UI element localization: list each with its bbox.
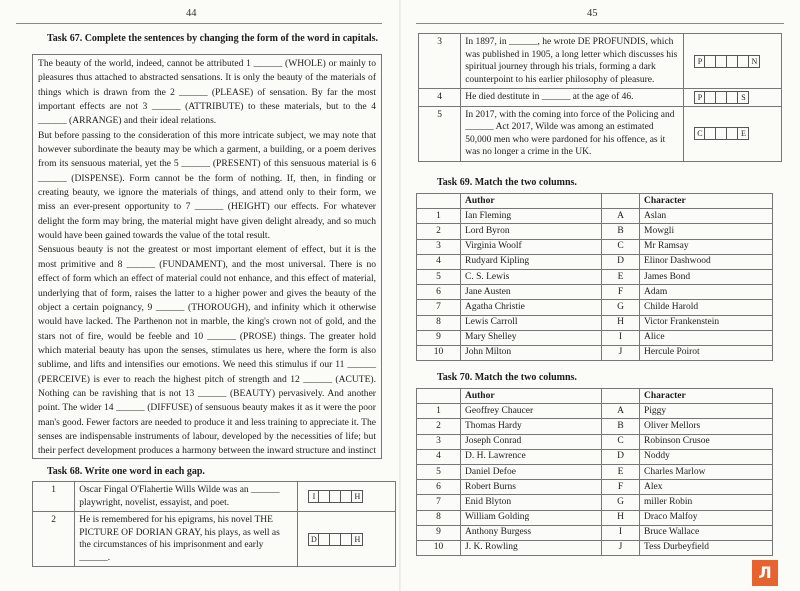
letter-cell[interactable]: I [308, 490, 319, 503]
letter-cells[interactable] [308, 490, 395, 503]
table-row [417, 224, 773, 239]
author-cell: Agatha Christie [461, 300, 602, 315]
letter-cell[interactable]: P [694, 91, 705, 104]
author-header: Author [461, 389, 602, 404]
table-row [419, 89, 782, 107]
row-number: 10 [417, 540, 461, 555]
letter-cell[interactable]: N [749, 55, 760, 68]
table-row [419, 106, 782, 161]
character-cell: Piggy [640, 404, 773, 419]
character-cell: Charles Marlow [640, 464, 773, 479]
table-row [417, 480, 773, 495]
letter-cell[interactable] [716, 55, 727, 68]
author-cell: Thomas Hardy [461, 419, 602, 434]
character-cell: Hercule Poirot [640, 345, 773, 360]
letter-cell: C [602, 239, 640, 254]
letter-cells[interactable] [694, 55, 781, 68]
row-number: 6 [417, 285, 461, 300]
character-cell: Childe Harold [640, 300, 773, 315]
letter-cell[interactable]: D [308, 533, 319, 546]
letter-cell[interactable] [705, 127, 716, 140]
table-row [417, 285, 773, 300]
character-cell: Elinor Dashwood [640, 254, 773, 269]
header-cell [602, 389, 640, 404]
table-row [417, 239, 773, 254]
character-cell: Noddy [640, 449, 773, 464]
letter-cells[interactable] [694, 91, 781, 104]
letter-cell[interactable]: C [694, 127, 705, 140]
letter-cell: F [602, 285, 640, 300]
letter-cell[interactable] [727, 55, 738, 68]
author-cell: Rudyard Kipling [461, 254, 602, 269]
letter-cell: D [602, 449, 640, 464]
letter-cell[interactable]: E [738, 127, 749, 140]
table-row [417, 209, 773, 224]
answer-cells[interactable] [684, 106, 782, 161]
author-cell: Ian Fleming [461, 209, 602, 224]
row-number: 2 [417, 224, 461, 239]
character-cell: James Bond [640, 269, 773, 284]
publisher-logo: Л [752, 560, 778, 586]
letter-cell: H [602, 510, 640, 525]
author-cell: D. H. Lawrence [461, 449, 602, 464]
table-row [417, 540, 773, 555]
header-rule [16, 23, 382, 24]
row-number: 1 [417, 404, 461, 419]
row-number: 6 [417, 480, 461, 495]
table-row [417, 434, 773, 449]
task70-title: Task 70. Match the two columns. [437, 372, 577, 383]
author-cell: Geoffrey Chaucer [461, 404, 602, 419]
row-number: 4 [417, 449, 461, 464]
character-cell: Aslan [640, 209, 773, 224]
task68-continued-table [418, 33, 782, 162]
table-row [417, 495, 773, 510]
author-cell: John Milton [461, 345, 602, 360]
character-cell: Victor Frankenstein [640, 315, 773, 330]
row-number: 7 [417, 300, 461, 315]
task68-title: Task 68. Write one word in each gap. [47, 466, 205, 477]
table-row [417, 345, 773, 360]
letter-cell: F [602, 480, 640, 495]
row-number: 2 [417, 419, 461, 434]
letter-cell: A [602, 209, 640, 224]
letter-cell[interactable] [330, 533, 341, 546]
table-row [417, 419, 773, 434]
character-cell: Bruce Wallace [640, 525, 773, 540]
right-page [400, 0, 800, 591]
table-row [417, 404, 773, 419]
letter-cell: G [602, 495, 640, 510]
author-cell: J. K. Rowling [461, 540, 602, 555]
row-number: 8 [417, 315, 461, 330]
table-row [417, 254, 773, 269]
character-cell: Draco Malfoy [640, 510, 773, 525]
author-cell: C. S. Lewis [461, 269, 602, 284]
letter-cell[interactable] [716, 91, 727, 104]
row-number: 5 [419, 106, 461, 161]
letter-cell: C [602, 434, 640, 449]
author-cell: William Golding [461, 510, 602, 525]
table-header-row [417, 194, 773, 209]
header-cell [602, 194, 640, 209]
letter-cells[interactable] [308, 533, 395, 546]
character-cell: Mr Ramsay [640, 239, 773, 254]
letter-cell[interactable] [705, 91, 716, 104]
author-cell: Anthony Burgess [461, 525, 602, 540]
letter-cell: H [602, 315, 640, 330]
table-row [33, 482, 396, 512]
character-header: Character [640, 194, 773, 209]
task67-title: Task 67. Complete the sentences by changing the form of the word in capitals. [47, 33, 379, 44]
gap-sentence: Oscar Fingal O'Flahertie Wills Wilde was an ______ playwright, novelist, essayist, and poet. [75, 482, 298, 512]
author-cell: Jane Austen [461, 285, 602, 300]
author-cell: Daniel Defoe [461, 464, 602, 479]
letter-cell[interactable] [738, 55, 749, 68]
character-cell: miller Robin [640, 495, 773, 510]
author-cell: Lord Byron [461, 224, 602, 239]
letter-cell[interactable]: H [352, 490, 363, 503]
gap-sentence: He died destitute in ______ at the age of 46. [461, 89, 684, 107]
task69-title: Task 69. Match the two columns. [437, 177, 577, 188]
author-cell: Robert Burns [461, 480, 602, 495]
task67-paragraph: The beauty of the world, indeed, cannot be attributed 1 ______ (WHOLE) or mainly to pleasures thus attached to abstracted sensations. It is only the beauty of the materials of things which is drawn from the 2 ______ (PLEASE) of sensation. By far the most important effects are not 3 ______ (ATTRIBUTE) to these materials, but to the 4 ______ (ARRANGE) and their ideal relations. [38, 58, 376, 127]
author-cell: Enid Blyton [461, 495, 602, 510]
task70-match-table [416, 388, 773, 556]
character-cell: Tess Durbeyfield [640, 540, 773, 555]
letter-cell[interactable] [319, 533, 330, 546]
letter-cell: B [602, 224, 640, 239]
table-row [417, 464, 773, 479]
letter-cell[interactable]: P [694, 55, 705, 68]
letter-cell: A [602, 404, 640, 419]
letter-cell: E [602, 269, 640, 284]
table-row [417, 269, 773, 284]
table-row [417, 510, 773, 525]
letter-cell[interactable] [319, 490, 330, 503]
letter-cell: I [602, 525, 640, 540]
gap-sentence: In 1897, in ______, he wrote DE PROFUNDIS, which was published in 1905, a long letter which discusses his spiritual journey through his trials, forming a dark counterpoint to his earlier philosophy of pleasure. [461, 34, 684, 89]
letter-cell[interactable] [330, 490, 341, 503]
letter-cell[interactable]: S [738, 91, 749, 104]
letter-cell[interactable] [727, 127, 738, 140]
header-rule [416, 23, 784, 24]
character-cell: Adam [640, 285, 773, 300]
page-number: 44 [186, 8, 197, 19]
author-cell: Joseph Conrad [461, 434, 602, 449]
answer-cells[interactable] [298, 482, 396, 512]
letter-cell[interactable] [727, 91, 738, 104]
author-cell: Lewis Carroll [461, 315, 602, 330]
letter-cell: I [602, 330, 640, 345]
header-cell [417, 194, 461, 209]
row-number: 5 [417, 464, 461, 479]
task68-table [32, 481, 396, 567]
character-cell: Alice [640, 330, 773, 345]
answer-cells[interactable] [684, 34, 782, 89]
author-cell: Mary Shelley [461, 330, 602, 345]
letter-cell: D [602, 254, 640, 269]
table-row [417, 525, 773, 540]
character-header: Character [640, 389, 773, 404]
table-row [417, 449, 773, 464]
row-number: 4 [417, 254, 461, 269]
header-cell [417, 389, 461, 404]
row-number: 4 [419, 89, 461, 107]
character-cell: Alex [640, 480, 773, 495]
letter-cells[interactable] [694, 127, 781, 140]
answer-cells[interactable] [298, 512, 396, 567]
letter-cell: B [602, 419, 640, 434]
row-number: 9 [417, 525, 461, 540]
letter-cell: J [602, 540, 640, 555]
table-row [417, 315, 773, 330]
table-row [417, 330, 773, 345]
letter-cell: J [602, 345, 640, 360]
character-cell: Mowgli [640, 224, 773, 239]
letter-cell[interactable] [716, 127, 727, 140]
row-number: 3 [417, 434, 461, 449]
letter-cell[interactable] [341, 533, 352, 546]
row-number: 3 [419, 34, 461, 89]
character-cell: Robinson Crusoe [640, 434, 773, 449]
letter-cell: G [602, 300, 640, 315]
gap-sentence: In 2017, with the coming into force of the Policing and ______ Act 2017, Wilde was among an estimated 50,000 men who were pardoned for his offence, as it was no longer a crime in the UK. [461, 106, 684, 161]
row-number: 1 [417, 209, 461, 224]
row-number: 9 [417, 330, 461, 345]
task67-paragraph: Sensuous beauty is not the greatest or most important element of effect, but it is the most primitive and 8 ______ (FUNDAMENT), and the most universal. There is no effect of form which an effect of material could not enhance, and this effect of material, underlying that of form, raises the latter to a higher power and gives the beauty of the object a certain poignancy, 9 ______ (THOROUGH), and infinity which it otherwise would have lacked. The Parthenon not in marble, the king's crown not of gold, and the stars not of fire, would be feeble and 10 ______ (PROSE) things. The greater hold which material beauty has upon the senses, stimulates us here, where the form is also sublime, and lifts and intensifies our emotions. We need this stimulus if our 11 ______ (PERCEIVE) is ever to reach the highest pitch of strength and 12 ______ (ACUTE). Nothing can be ravishing that is not 13 ______ (BEAUTY) pervasively. And another point. The wider 14 ______ (DIFFUSE) of sensuous beauty makes it as it were the poor man's good. Fewer factors are needed to produce it and less training to appreciate it. The senses are indispensable instruments of labour, developed by the necessities of life; but their perfect development produces a harmony between the inward structure and instinct [38, 244, 376, 457]
row-number: 5 [417, 269, 461, 284]
character-cell: Oliver Mellors [640, 419, 773, 434]
task67-text-box [32, 54, 382, 459]
row-number: 3 [417, 239, 461, 254]
author-cell: Virginia Woolf [461, 239, 602, 254]
table-row [33, 512, 396, 567]
row-number: 7 [417, 495, 461, 510]
table-header-row [417, 389, 773, 404]
letter-cell[interactable] [705, 55, 716, 68]
letter-cell[interactable] [341, 490, 352, 503]
answer-cells[interactable] [684, 89, 782, 107]
author-header: Author [461, 194, 602, 209]
row-number: 2 [33, 512, 75, 567]
letter-cell: E [602, 464, 640, 479]
task69-match-table [416, 193, 773, 361]
table-row [417, 300, 773, 315]
gap-sentence: He is remembered for his epigrams, his novel THE PICTURE OF DORIAN GRAY, his plays, as well as the circumstances of his imprisonment and early ______. [75, 512, 298, 567]
row-number: 1 [33, 482, 75, 512]
task67-paragraph: But before passing to the consideration of this more intricate subject, we may note that however subordinate the beauty may be which a garment, a building, or a poem derives from its sensuous material, yet the 5 ______ (PRESENT) of this sensuous material is 6 ______ (DISPENSE). Form cannot be the form of nothing. If, then, in finding or creating beauty, we ignore the materials of things, and attend only to their form, we miss an ever-present opportunity to 7 ______ (HEIGHT) our effects. For whatever delight the form may bring, the material might have given delight already, and so much would have been gained towards the value of the total result. [38, 129, 376, 242]
table-row [419, 34, 782, 89]
row-number: 8 [417, 510, 461, 525]
letter-cell[interactable]: H [352, 533, 363, 546]
row-number: 10 [417, 345, 461, 360]
page-number: 45 [587, 8, 598, 19]
